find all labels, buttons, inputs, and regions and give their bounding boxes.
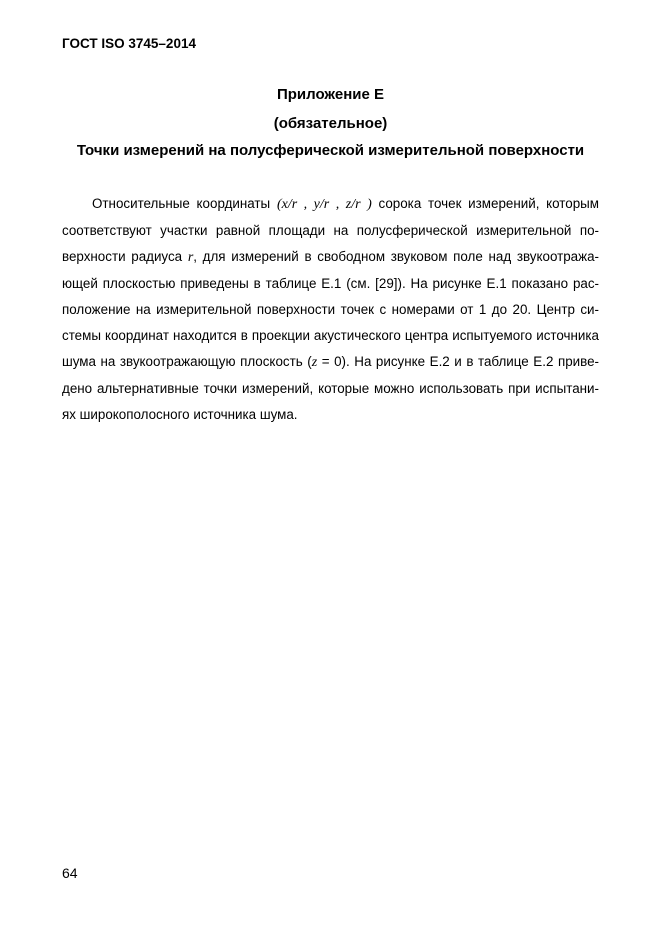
coordinates-formula: (x/r , y/r , z/r ) [276,197,372,212]
page-number: 64 [62,865,78,881]
text-run: = 0). На рисунке Е.2 и в таблице Е.2 приве- [317,354,599,369]
text-run: сорока точек измерений, которым [371,196,600,211]
paragraph-line: ющей плоскостью приведены в таблице Е.1 (см. [29]). На рисунке Е.1 показано рас- [62,276,599,291]
radius-symbol: r [187,250,194,265]
paragraph-line [62,349,599,376]
text-run: Относительные координаты [92,196,277,211]
text-run: шума на звукоотражающую плоскость ( [62,354,312,369]
z-symbol: z [311,355,318,370]
document-header: ГОСТ ISO 3745–2014 [62,36,196,51]
paragraph-line [62,244,599,271]
paragraph-line: соответствуют участки равной площади на полусферической измерительной по- [62,223,599,238]
annex-title: Приложение Е [276,86,385,103]
text-run: верхности радиуса [62,249,188,264]
body-paragraph [62,191,599,428]
paragraph-line: ях широкополосного источника шума. [62,407,298,422]
paragraph-line: стемы координат находится в проекции акустического центра испытуемого источника [62,328,599,343]
paragraph-line [62,191,599,218]
text-run: , для измерений в свободном звуковом поле над звукоотража- [193,249,599,264]
annex-heading: Точки измерений на полусферической измерительной поверхности [76,142,585,159]
paragraph-line: положение на измерительной поверхности точек с номерами от 1 до 20. Центр си- [62,302,599,317]
annex-status: (обязательное) [273,115,388,132]
paragraph-line: дено альтернативные точки измерений, которые можно использовать при испытани- [62,381,599,396]
